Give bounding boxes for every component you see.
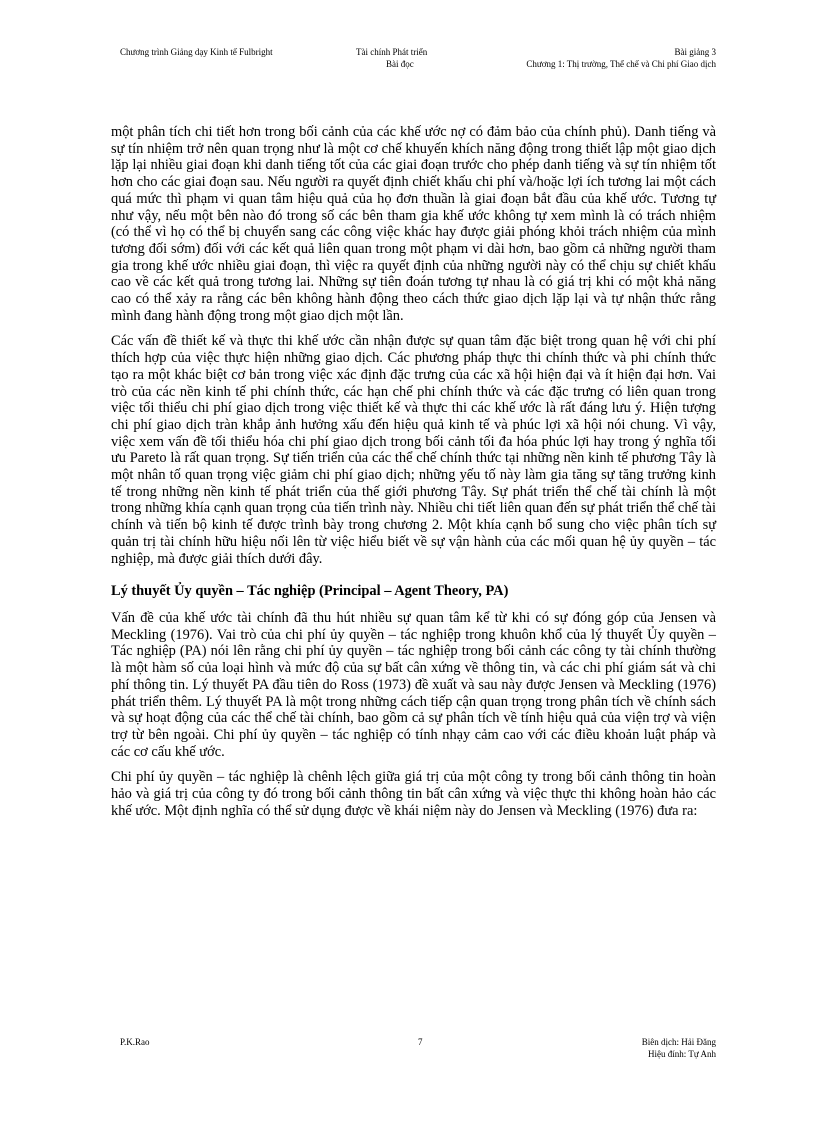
footer-author: P.K.Rao	[120, 1037, 150, 1047]
header-program: Chương trình Giảng dạy Kinh tế Fulbright	[120, 47, 273, 57]
page-footer	[120, 1036, 716, 1066]
header-course: Tài chính Phát triển	[356, 47, 428, 57]
header-lecture: Bài giảng 3	[674, 47, 716, 57]
footer-editor: Hiệu đính: Tự Anh	[648, 1049, 716, 1059]
body-paragraph: một phân tích chi tiết hơn trong bối cảnh của các khế ước nợ có đảm bảo của chính phủ). Danh tiếng và sự tín nhiệm trở nên quan trọng như là một cơ chế khuyến khích năng động trong thiết lập một giao dịch lặp lại nhiều giai đoạn khi danh tiếng tốt của các giai đoạn trước cho phép danh tiếng và sự tín nhiệm tốt hơn cho các giai đoạn sau. Nếu người ra quyết định chiết khấu chi phí và/hoặc lợi ích tương lai một cách quá mức thì phạm vi quan tâm hiệu quả của họ đơn thuần là giai đoạn bắt đầu của khế ước. Tương tự như vậy, nếu một bên nào đó trong số các bên tham gia khế ước không tự xem mình là có trách nhiệm (có thể vì họ có thể bị chuyển sang các công việc khác hay được giải phóng khỏi trách nhiệm của mình tương đối sớm) đối với các kết quả liên quan trong một phạm vi dài hơn, bao gồm cả những người tham gia trong khế ước nhiều giai đoạn, thì việc ra quyết định của những người này có thể chịu sự chiết khấu cao về các kết quả trong tương lai. Những sự tiên đoán tương tự nhau là có giá trị khi có một khả năng cao có thể xảy ra rằng các bên không hành động theo cách thức giao dịch lặp lại và tự nhận thức rằng mình đang hành động trong một giao dịch một lần.	[111, 124, 716, 324]
body-paragraph: Vấn đề của khế ước tài chính đã thu hút nhiều sự quan tâm kể từ khi có sự đóng góp của Jensen và Meckling (1976). Vai trò của chi phí ủy quyền – tác nghiệp trong khuôn khổ của lý thuyết Ủy quyền – Tác nghiệp (PA) nói lên rằng chi phí ủy quyền – tác nghiệp trong bối cảnh các công ty tài chính thường là một hàm số của loại hình và mức độ của sự bất cân xứng về thông tin, và các chi phí giám sát và chi phí thông tin. Lý thuyết PA đầu tiên do Ross (1973) đề xuất và sau này được Jensen và Meckling (1976) phát triển thêm. Lý thuyết PA là một trong những cách tiếp cận quan trọng trong phân tích về chính sách và sự hoạt động của các thể chế tài chính, bao gồm cả sự phân tích về tính hiệu quả của viện trợ và viện trợ từ bên ngoài. Chi phí ủy quyền – tác nghiệp có tính nhạy cảm cao với các điều khoản luật pháp và các cơ cấu khế ước.	[111, 609, 716, 760]
footer-translator: Biên dịch: Hải Đăng	[641, 1037, 716, 1047]
header-doc-type: Bài đọc	[386, 59, 414, 69]
page-number: 7	[418, 1037, 423, 1047]
page-header	[120, 46, 716, 76]
body-paragraph: Các vấn đề thiết kế và thực thi khế ước cần nhận được sự quan tâm đặc biệt trong quan hệ với chi phí thích hợp của việc thực hiện những giao dịch. Các phương pháp thực thi chính thức và phi chính thức tạo ra một khác biệt cơ bản trong việc xác định đặc trưng của các xã hội hiện đại và ít hiện đại hơn. Vai trò của các nền kinh tế phi chính thức, các hạn chế phi chính thức và các đặc trưng có liên quan trong việc tối thiểu chi phí giao dịch trong việc thiết kế và thực thi các khế ước là rất đáng lưu ý. Hiện tượng chi phí giao dịch tràn khắp ảnh hưởng xấu đến hiệu quả kinh tế và phúc lợi xã hội nói chung. Vì vậy, việc xem vấn đề tối thiểu hóa chi phí giao dịch trong bối cảnh tối đa hóa phúc lợi hay trong ý nghĩa tối ưu Pareto là rất quan trọng. Sự tiến triển của các thể chế chính thức tại những nền kinh tế phương Tây là một nhân tố quan trọng việc giảm chi phí giao dịch; những yếu tố này làm gia tăng sự tăng trưởng kinh tế trong những nền kinh tế phát triển của thế giới phương Tây. Sự phát triển thể chế tài chính là một trong những khía cạnh quan trọng của tiến trình này. Nhiều chi tiết liên quan đến sự phát triển thể chế tài chính và tiến bộ kinh tế được trình bày trong chương 2. Một khía cạnh bổ sung cho việc phân tích sự quản trị tài chính hữu hiệu nối lên từ việc hiểu biết về sự vận hành của các mối quan hệ ủy quyền – tác nghiệp, mà được giải thích dưới đây.	[111, 333, 716, 567]
section-title: Lý thuyết Ủy quyền – Tác nghiệp (Principal – Agent Theory, PA)	[111, 583, 509, 600]
page-body	[111, 124, 716, 828]
body-paragraph: Chi phí ủy quyền – tác nghiệp là chênh lệch giữa giá trị của một công ty trong bối cảnh thông tin hoàn hảo và giá trị của công ty đó trong bối cảnh thông tin bất cân xứng và việc thực thi không hoàn hảo các khế ước. Một định nghĩa có thể sử dụng được về khái niệm này do Jensen và Meckling (1976) đưa ra:	[111, 769, 716, 819]
header-chapter: Chương 1: Thị trường, Thể chế và Chi phí Giao dịch	[526, 59, 716, 69]
